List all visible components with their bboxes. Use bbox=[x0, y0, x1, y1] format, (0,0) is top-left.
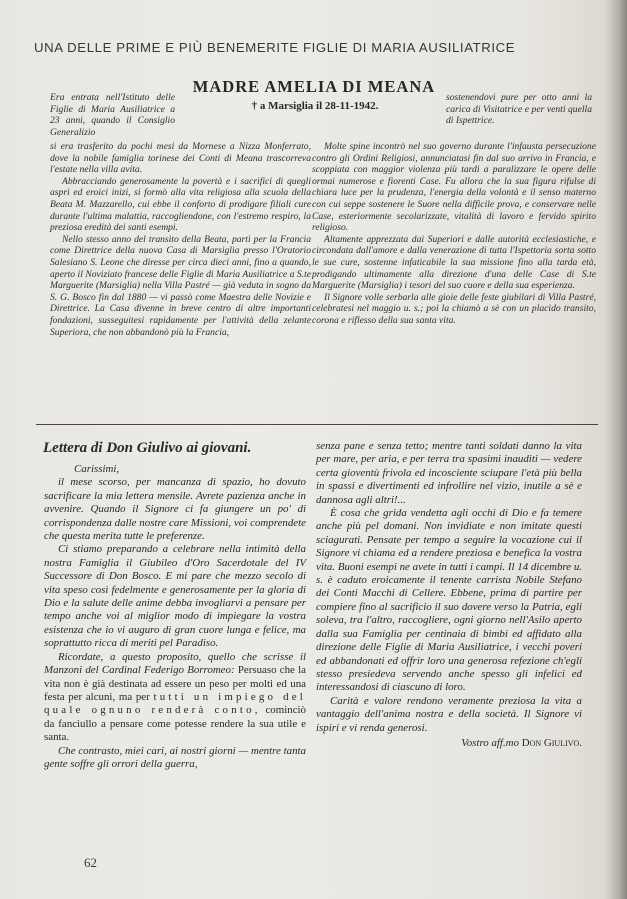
article-title: MADRE AMELIA DI MEANA bbox=[192, 77, 436, 96]
page-number: 62 bbox=[84, 855, 97, 870]
article-paragraph: Il Signore volle serbarla alle gioie delle feste giubilari di Villa Pastré, celebratesi nel maggio u. s.; poi la chiamò a sè con un placido transito, corona e riflesso della sua santa vita. bbox=[312, 291, 596, 326]
manzoni-quote-spaced: tutti un impiego del quale ognuno renderà conto, bbox=[44, 690, 306, 717]
letter-paragraph: il mese scorso, per mancanza di spazio, ho dovuto sacrificare la mia lettera mensile. Avrete pazienza anche in avvenire. Quando il Signore ci fa giungere un po' di corrispondenza dalle nostre care Missioni, voi comprendete che questa merita tutte le preferenze. bbox=[44, 476, 306, 543]
letter-title: Lettera di Don Giulivo ai giovani. bbox=[43, 440, 252, 456]
letter-left-column bbox=[44, 463, 306, 771]
article-paragraph: Molte spine incontrò nel suo governo durante l'infausta persecuzione contro gli Ordini Religiosi, annunciatasi fin dal suo arrivo in Francia, e scoppiata con maggior violenza più tardi a paralizzare le opere delle ormai numerose e fiorenti Case. Fu allora che la sua figura rifulse di chiara luce per la prudenza, l'energia della volontà e il senso materno con cui seppe sostenere le Suore nella difficile prova, e conservare nelle Case, esteriormente secolarizzate, vitalità di lavoro e fervido spirito religioso. bbox=[312, 141, 596, 234]
signature-name: Don Giulivo. bbox=[521, 736, 582, 749]
letter-paragraph: Ci stiamo preparando a celebrare nella intimità della nostra Famiglia il Giubileo d'Oro Sacerdotale del IV Successore di Don Bosco. E mi pare che mezzo secolo di vita speso così fedelmente e generosamente per la gloria di Dio e la salute delle anime debba invogliarvi a pensare per tempo anche voi al miglior modo di impiegare la vostra esistenza che io vi auguro di gran cuore lunga e felice, ma soprattutto ricca di meriti pel Paradiso. bbox=[44, 543, 306, 650]
article-paragraph: Altamente apprezzata dai Superiori e dalle autorità ecclesiastiche, e circondata dall'amore e dalla venerazione di tutta l'Ispettoria sorta sotto le sue cure, sostenne infaticabile la sua missione fino alla tarda età, prodigando ultimamente alla direzione d'una delle Case di S.te Marguerite (Marsiglia) i tesori del suo cuore e della sua esperienza. bbox=[312, 233, 596, 292]
letter-paragraph: Carità e valore rendono veramente preziosa la vita a vantaggio dell'anima nostra e della società. Il Signore vi ispiri e vi renda generosi. bbox=[316, 694, 582, 734]
article-paragraph: si era trasferito da pochi mesi da Mornese a Nizza Monferrato, dove la nobile famiglia torinese dei Conti di Meana trascorreva l'estate nella villa avita. bbox=[50, 141, 311, 176]
letter-paragraph-manzoni bbox=[44, 651, 306, 745]
manzoni-quote: Persuaso che la vita non è già destinata ad essere un peso per molti ed una festa per alcuni, ma per bbox=[44, 664, 306, 703]
letter-paragraph: senza pane e senza tetto; mentre tanti soldati danno la vita per mare, per aria, e per terra tra spasimi inauditi — vedere certa gioventù frivola ed incosciente sciupare l'età più bella in spassi e divertimenti ed infrollire nel vizio, inutile a sè e dannosa agli altri!... bbox=[316, 440, 582, 506]
running-head: UNA DELLE PRIME E PIÙ BENEMERITE FIGLIE DI MARIA AUSILIATRICE bbox=[34, 40, 516, 55]
article-paragraph: sostenendovi pure per otto anni la carica di Visitatrice e per venti quella di Ispettrice. bbox=[446, 92, 592, 127]
letter-signature bbox=[316, 737, 582, 750]
manzoni-quote-end: cominciò da fanciullo a pensare come potesse rendere la sua utile e santa. bbox=[44, 704, 306, 744]
letter-text-italic: Ricordate, a questo proposito, quello che scrisse il Manzoni del Cardinal Federigo Borromeo: bbox=[44, 650, 306, 677]
letter-right-column bbox=[316, 440, 582, 750]
article-paragraph: Nello stesso anno del transito della Beata, partì per la Francia come Direttrice della nuova Casa di Marsiglia presso l'Oratorio Salesiano S. Leone che diresse per circa dieci anni, fino a quando, aperto il Noviziato francese delle Figlie di Maria Ausiliatrice a S.te Marguerite (Marsiglia) nella Villa Pastré — già veduta in sogno da S. G. Bosco fin dal 1880 — vi passò come Maestra delle Novizie e Direttrice. La Casa divenne in breve centro di altre importanti fondazioni, susseguitesi rapidamente per l'attività della zelante Superiora, che non abbandonò più la Francia, bbox=[50, 233, 311, 338]
article-right-column bbox=[312, 141, 596, 327]
letter-paragraph: Che contrasto, miei cari, ai nostri giorni — mentre tanta gente soffre gli orrori della guerra, bbox=[44, 744, 306, 770]
letter-salutation: Carissimi, bbox=[74, 463, 120, 475]
letter-paragraph: È cosa che grida vendetta agli occhi di Dio e fa temere anche più pel domani. Non invidiate e non imitate questi sciagurati. Pensate per tempo a seguire la vocazione cui il Signore vi chiama ed a rendere preziosa e benefica la vostra vita. Buoni esempi ne avete in tutti i campi. Il 14 dicembre u. s. è caduto eroicamente il tenente carrista Nobile Stefano dei Conti Macchi di Cellere. Ebbene, prima di partire per compiere fino al sacrificio il suo dovere verso la Patria, egli soleva, tra l'altro, raccogliere, ogni giorno nell'Asilo aperto dalla sua Famiglia per centinaia di bimbi ed affidato alla direzione delle Figlie di Maria Ausiliatrice, i vecchi poveri ed abbandonati ed offrir loro una generosa refezione ch'egli stesso presiedeva servendo anche spesso gli infelici ed interessandosi di ciascuno di loro. bbox=[316, 507, 582, 694]
article-right-top-text bbox=[446, 92, 592, 127]
article-paragraph: Era entrata nell'Istituto delle Figlie di Maria Ausiliatrice a 23 anni, quando il Consiglio Generalizio bbox=[50, 92, 175, 138]
section-divider bbox=[36, 424, 598, 425]
article-left-top-text bbox=[50, 92, 175, 138]
article-left-column bbox=[50, 141, 311, 338]
signature-prefix: Vostro aff.mo bbox=[461, 736, 519, 749]
page-spine-shadow bbox=[605, 0, 627, 899]
article-subtitle: † a Marsiglia il 28-11-1942. bbox=[251, 100, 379, 112]
article-paragraph: Abbracciando generosamente la povertà e i sacrifici di quegli aspri ed eroici inizi, si formò alla vita religiosa alla scuola della Beata M. Mazzarello, cui ebbe il conforto di prodigare filiali cure durante l'ultima malattia, raccogliendone, con l'estremo respiro, la preziosa eredità dei santi esempi. bbox=[50, 175, 311, 234]
